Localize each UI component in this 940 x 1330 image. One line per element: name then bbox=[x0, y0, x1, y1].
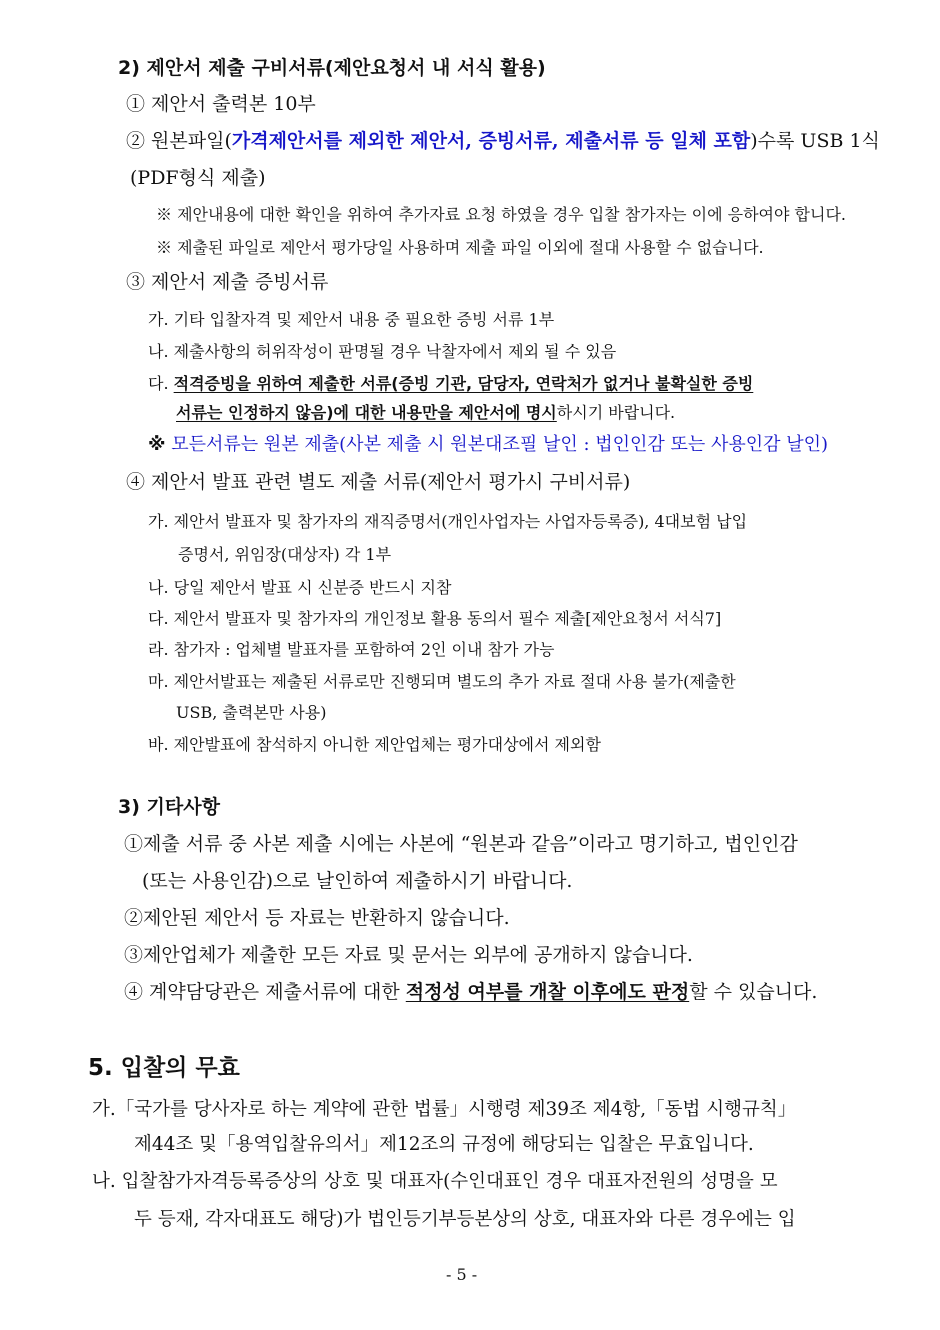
item-4-ga-cont: 증명서, 위임장(대상자) 각 1부 bbox=[178, 545, 392, 564]
item-3-da-underlined: 적격증빙을 위하여 제출한 서류(증빙 기관, 담당자, 연락처가 없거나 불확실한 증빙 bbox=[173, 374, 754, 393]
sec3-item-3: ③제안업체가 제출한 모든 자료 및 문서는 외부에 공개하지 않습니다. bbox=[124, 944, 693, 966]
sec5-na-cont: 두 등재, 각자대표도 해당)가 법인등기부등본상의 상호, 대표자와 다른 경우에는 입 bbox=[134, 1209, 796, 1230]
item-4: ④ 제안서 발표 관련 별도 제출 서류(제안서 평가시 구비서류) bbox=[126, 471, 631, 493]
item-3-ga: 가. 기타 입찰자격 및 제안서 내용 중 필요한 증빙 서류 1부 bbox=[148, 310, 555, 329]
item-4-ma: 마. 제안서발표는 제출된 서류로만 진행되며 별도의 추가 자료 절대 사용 불가(제출한 bbox=[148, 672, 736, 691]
page-number: - 5 - bbox=[446, 1265, 478, 1284]
section-3-title: 3) 기타사항 bbox=[118, 796, 220, 818]
sec3-item-4-post: 할 수 있습니다. bbox=[689, 981, 818, 1003]
item-2-post: )수록 USB 1식 bbox=[750, 130, 880, 152]
item-3-da-cont bbox=[176, 401, 675, 425]
item-1: ① 제안서 출력본 10부 bbox=[126, 93, 316, 115]
sec3-item-2: ②제안된 제안서 등 자료는 반환하지 않습니다. bbox=[124, 907, 510, 929]
item-2 bbox=[126, 129, 880, 153]
note-mark: ※ bbox=[148, 434, 166, 455]
item-2-pre: ② 원본파일( bbox=[126, 130, 232, 152]
item-4-ma-cont: USB, 출력본만 사용) bbox=[176, 703, 327, 722]
item-3-da-underlined-2: 서류는 인정하지 않음)에 대한 내용만을 제안서에 명시 bbox=[176, 403, 557, 422]
item-3-da-post: 하시기 바랍니다. bbox=[556, 403, 676, 422]
sec3-item-4-pre: ④ 계약담당관은 제출서류에 대한 bbox=[124, 981, 406, 1003]
item-2-cont: (PDF형식 제출) bbox=[130, 167, 266, 189]
item-4-ra: 라. 참가자 : 업체별 발표자를 포함하여 2인 이내 참가 가능 bbox=[148, 640, 555, 659]
sec3-item-4 bbox=[124, 980, 817, 1004]
note-1: ※ 제안내용에 대한 확인을 위하여 추가자료 요청 하였을 경우 입찰 참가자는 이에 응하여야 합니다. bbox=[156, 205, 846, 224]
item-3-da bbox=[148, 372, 753, 396]
sec3-item-1-cont: (또는 사용인감)으로 날인하여 제출하시기 바랍니다. bbox=[142, 870, 573, 892]
item-3: ③ 제안서 제출 증빙서류 bbox=[126, 271, 329, 293]
sec3-item-4-underlined: 적정성 여부를 개찰 이후에도 판정 bbox=[405, 981, 690, 1003]
item-3-da-pre: 다. bbox=[148, 374, 174, 393]
sec5-ga-cont: 제44조 및「용역입찰유의서」제12조의 규정에 해당되는 입찰은 무효입니다. bbox=[134, 1134, 754, 1155]
sec5-na: 나. 입찰참가자격등록증상의 상호 및 대표자(수인대표인 경우 대표자전원의 성명을 모 bbox=[92, 1171, 778, 1192]
note-2: ※ 제출된 파일로 제안서 평가당일 사용하며 제출 파일 이외에 절대 사용할 수 없습니다. bbox=[156, 238, 764, 257]
item-4-ba: 바. 제안발표에 참석하지 아니한 제안업체는 평가대상에서 제외함 bbox=[148, 735, 601, 754]
item-2-blue: 가격제안서를 제외한 제안서, 증빙서류, 제출서류 등 일체 포함 bbox=[231, 130, 751, 152]
sec3-item-1: ①제출 서류 중 사본 제출 시에는 사본에 “원본과 같음”이라고 명기하고, 법인인감 bbox=[124, 833, 798, 855]
item-3-na: 나. 제출사항의 허위작성이 판명될 경우 낙찰자에서 제외 될 수 있음 bbox=[148, 342, 617, 361]
item-4-ga: 가. 제안서 발표자 및 참가자의 재직증명서(개인사업자는 사업자등록증), 4대보험 납입 bbox=[148, 512, 748, 531]
section-2-title: 2) 제안서 제출 구비서류(제안요청서 내 서식 활용) bbox=[118, 57, 546, 79]
item-4-da: 다. 제안서 발표자 및 참가자의 개인정보 활용 동의서 필수 제출[제안요청서 서식7] bbox=[148, 609, 722, 628]
sec5-ga: 가.「국가를 당사자로 하는 계약에 관한 법률」시행령 제39조 제4항,「동법 시행규칙」 bbox=[92, 1099, 797, 1120]
item-4-na: 나. 당일 제안서 발표 시 신분증 반드시 지참 bbox=[148, 578, 452, 597]
section-5-title: 5. 입찰의 무효 bbox=[88, 1055, 240, 1081]
item-3-note bbox=[148, 433, 828, 457]
item-3-note-text: 모든서류는 원본 제출(사본 제출 시 원본대조필 날인 : 법인인감 또는 사용인감 날인) bbox=[165, 434, 829, 455]
